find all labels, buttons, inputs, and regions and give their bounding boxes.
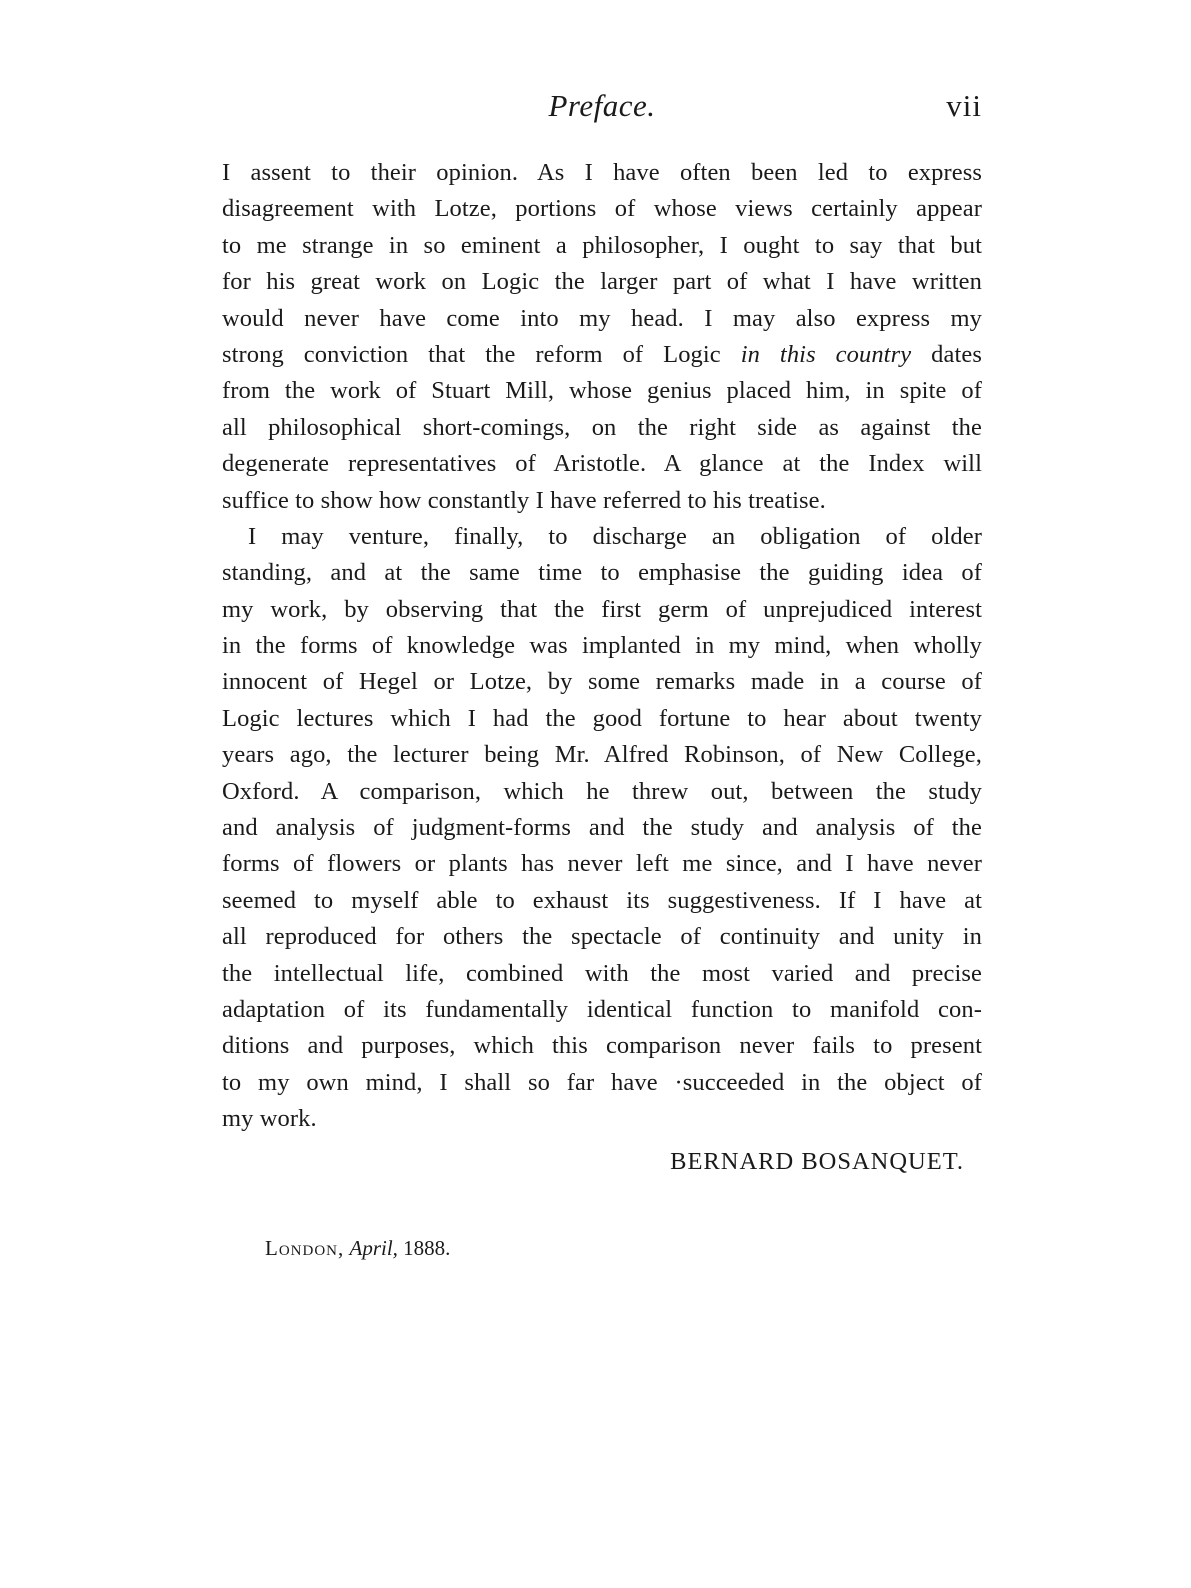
text-line: my work. — [222, 1105, 317, 1133]
text-line: ditions and purposes, which this comparison never fails to present — [222, 1032, 982, 1060]
text-run: dates — [931, 340, 982, 368]
text-line: adaptation of its fundamentally identical function to manifold con- — [222, 995, 982, 1023]
paragraph — [222, 155, 982, 519]
running-head — [222, 88, 982, 128]
text-line: to my own mind, I shall so far have ·succeeded in the object of — [222, 1068, 982, 1096]
text-line — [222, 337, 982, 373]
text-line: standing, and at the same time to emphasise the guiding idea of — [222, 559, 982, 587]
running-title: Preface. — [548, 88, 656, 123]
text-line: degenerate representatives of Aristotle. A glance at the Index will — [222, 450, 982, 478]
text-line: seemed to myself able to exhaust its suggestiveness. If I have at — [222, 886, 982, 914]
text-line: and analysis of judgment-forms and the study and analysis of the — [222, 814, 982, 842]
text-line: all philosophical short-comings, on the right side as against the — [222, 413, 982, 441]
text-line: my work, by observing that the first germ of unprejudiced interest — [222, 595, 982, 623]
text-line: would never have come into my head. I may also express my — [222, 304, 982, 332]
text-line: forms of flowers or plants has never left me since, and I have never — [222, 850, 982, 878]
text-line: all reproduced for others the spectacle of continuity and unity in — [222, 923, 982, 951]
body-text — [222, 155, 982, 1138]
italic-emphasis: in this country — [740, 340, 912, 368]
text-line: for his great work on Logic the larger part of what I have written — [222, 268, 982, 296]
author-signature: BERNARD BOSANQUET. — [670, 1148, 964, 1175]
text-line: in the forms of knowledge was implanted in my mind, when wholly — [222, 632, 982, 660]
text-line: disagreement with Lotze, portions of whose views certainly appear — [222, 195, 982, 223]
text-line: the intellectual life, combined with the most varied and precise — [222, 959, 982, 987]
paragraph — [222, 519, 982, 1138]
dateline-month: April, — [349, 1236, 398, 1260]
text-line: years ago, the lecturer being Mr. Alfred Robinson, of New College, — [222, 741, 982, 769]
dateline-year: 1888. — [403, 1236, 451, 1260]
text-line: suffice to show how constantly I have referred to his treatise. — [222, 486, 826, 514]
text-line: I assent to their opinion. As I have often been led to express — [222, 159, 982, 186]
text-line: from the work of Stuart Mill, whose genius placed him, in spite of — [222, 377, 982, 405]
page-number: vii — [946, 88, 982, 123]
text-line: Oxford. A comparison, which he threw out, between the study — [222, 777, 982, 805]
text-run: strong conviction that the reform of Logic — [222, 340, 721, 368]
dateline-place: London, — [265, 1236, 345, 1260]
dateline — [265, 1236, 450, 1261]
text-line: Logic lectures which I had the good fortune to hear about twenty — [222, 704, 982, 732]
text-line: innocent of Hegel or Lotze, by some remarks made in a course of — [222, 668, 982, 696]
text-line: I may venture, finally, to discharge an obligation of older — [248, 522, 982, 550]
text-line: to me strange in so eminent a philosopher, I ought to say that but — [222, 231, 982, 259]
